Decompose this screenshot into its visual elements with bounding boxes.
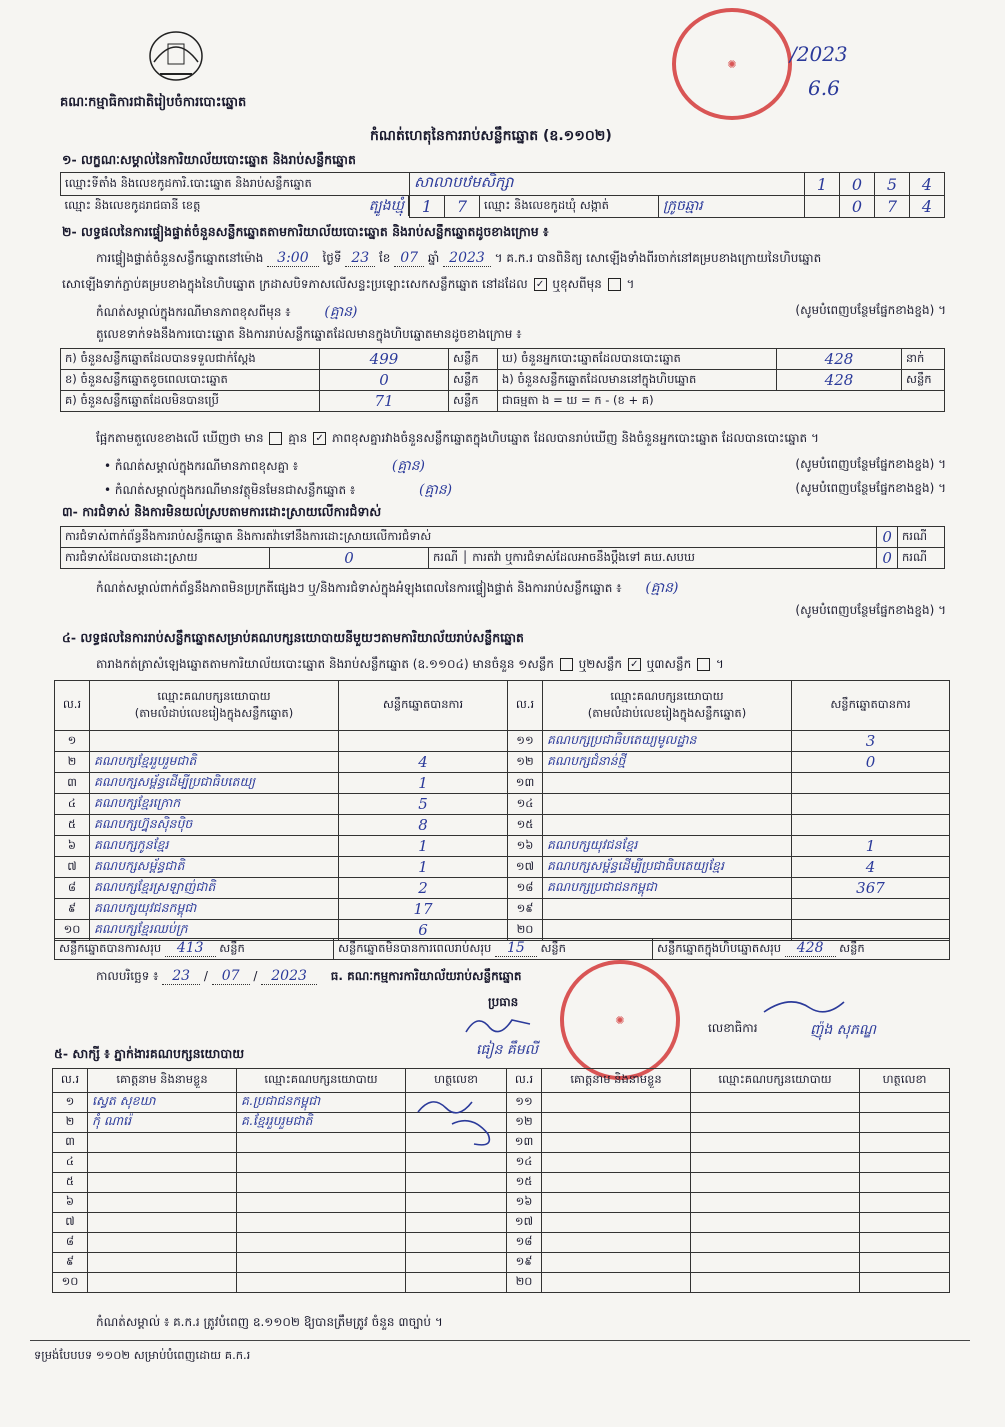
verification-time-label: ការផ្ទៀងផ្ទាត់ចំនួនសន្លឹកឆ្នោតនៅម៉ោង (96, 251, 264, 265)
witness-signature (860, 1253, 950, 1273)
witness-name (542, 1113, 691, 1133)
witness-party: គ.ប្រជាជនកម្ពុជា (237, 1093, 406, 1113)
unit-label: សន្លឹក (902, 370, 945, 391)
row-number: ១ (55, 731, 90, 752)
note-2-label: កំណត់សម្គាល់ក្នុងករណីមានភាពខុសគ្នា ៖ (114, 459, 299, 473)
witness-signature (860, 1233, 950, 1253)
witness-party (237, 1273, 406, 1293)
unused-ballots-label: គ) ចំនួនសន្លឹកឆ្នោតដែលមិនបានប្រើ (61, 391, 320, 412)
col-no-header: ល.រ (508, 681, 543, 731)
party-votes: 4 (339, 752, 508, 773)
verification-text: ។ គ.ក.រ បានពិនិត្យ សោឡើងទាំងពីរចាក់នៅគម្របខាងក្រោយនៃហិបឆ្នោត (494, 251, 822, 265)
total-valid-label: សន្លឹកឆ្នោតបានការសរុប (59, 941, 162, 955)
commune-value: ក្រូចឆ្មារ (659, 196, 805, 218)
col-party-header: ឈ្មោះគណបក្សនយោបាយ (237, 1069, 406, 1093)
row-number: ៤ (53, 1153, 88, 1173)
row-number: ៨ (53, 1233, 88, 1253)
party-votes: 2 (339, 878, 508, 899)
changed-label: ឬខុសពីមុន (552, 277, 602, 291)
unchanged-checkbox[interactable]: ✓ (534, 278, 547, 291)
row-number: ៣ (53, 1133, 88, 1153)
party-result-row (55, 773, 950, 794)
col-sign-header: ហត្ថលេខា (860, 1069, 950, 1093)
row-number: ១៤ (507, 1153, 542, 1173)
row-number: ៣ (55, 773, 90, 794)
witness-party (237, 1173, 406, 1193)
form-title: កំណត់ហេតុនៃការរាប់សន្លឹកឆ្នោត (ឧ.១១០២) (370, 128, 612, 144)
row-number: ៦ (53, 1193, 88, 1213)
figures-intro: តួលេខទាក់ទងនឹងការបោះឆ្នោត និងការរាប់សន្លឹកឆ្នោតដែលមានក្នុងហិបឆ្នោតមានដូចខាងក្រោម ៖ (96, 327, 522, 341)
party-result-row (55, 731, 950, 752)
spoiled-ballots-value: 0 (320, 370, 449, 391)
party-votes: 17 (339, 899, 508, 920)
row-number: ១៥ (508, 815, 543, 836)
note-1-value: (គ្មាន) (324, 304, 358, 320)
year-label: ឆ្នាំ (427, 251, 440, 265)
witness-signature-icon (412, 1094, 502, 1152)
day-label: ថ្ងៃទី (322, 251, 342, 265)
col-votes-header: សន្លឹកឆ្នោតបានការ (339, 681, 508, 731)
polling-station-value: សាលាបឋមសិក្សា (410, 173, 805, 196)
party-result-row (55, 899, 950, 920)
party-name: គណបក្សយុវជនខ្មែរ (543, 836, 792, 857)
witness-row (53, 1213, 950, 1233)
fill-hint: (សូមបំពេញបន្ថែមផ្នែកខាងខ្នង) ។ (795, 603, 946, 617)
note-3-value: (គ្មាន) (418, 482, 453, 498)
witness-name (88, 1133, 237, 1153)
witness-row (53, 1173, 950, 1193)
party-votes (792, 815, 950, 836)
witness-signature (406, 1173, 507, 1193)
party-votes: 1 (339, 857, 508, 878)
secretary-name: ញ៉ុង សុភណ្ឌ (810, 1022, 876, 1038)
party-name (543, 899, 792, 920)
col-party-title: ឈ្មោះគណបក្សនយោបាយ (610, 688, 724, 703)
appeal-cell: ករណី │ ការតវ៉ា ឬការជំទាស់ដែលអាចនឹងប្ដឹងទៅ គឃ.សបឃ (429, 548, 877, 569)
party-name: គណបក្សខ្មែរឈប់ក្រ (90, 920, 339, 941)
party-result-row (55, 878, 950, 899)
row-number: ៧ (53, 1213, 88, 1233)
party-votes: 1 (339, 773, 508, 794)
witness-party (691, 1233, 860, 1253)
section-2-heading: ២- លទ្ធផលនៃការផ្ទៀងផ្ទាត់ចំនួនសន្លឹកឆ្នោតតាមការិយាល័យបោះឆ្នោត និងរាប់សន្លឹកឆ្នោតដូចខាងក្រោម ៖ (62, 224, 549, 239)
difference-text: ភាពខុសគ្នារវាងចំនួនសន្លឹកឆ្នោតក្នុងហិបឆ្នោត ដែលបានរាប់ឃើញ និងចំនួនអ្នកបោះឆ្នោត ដែលបានបោះឆ្នោត ។ (331, 431, 819, 445)
total-invalid-value: 15 (495, 940, 537, 957)
row-number: ៤ (55, 794, 90, 815)
col-no-header: ល.រ (55, 681, 90, 731)
total-box-value: 428 (785, 940, 836, 957)
difference-label: ផ្អែកតាមតួលេខខាងលើ ឃើញថា មាន (96, 431, 264, 445)
polling-station-label: ឈ្មោះទីតាំង និងលេខកូដការិ.បោះឆ្នោត និងរាប់សន្លឹកឆ្នោត (61, 173, 410, 196)
station-code-digit: 5 (875, 173, 910, 196)
row-number: ១៥ (507, 1173, 542, 1193)
party-name (543, 773, 792, 794)
seal-line: សោឡើងទាក់ភ្ជាប់គម្របខាងក្នុងនៃហិបឆ្នោត ក្រដាសបិទភាសលើសន្ទះប្រឡោះសេកសន្លឹកឆ្នោត នៅដដែល ✓ ឬខុសពីមុន ។ (62, 277, 635, 291)
witness-name (88, 1193, 237, 1213)
party-name: គណបក្សយុវជនកម្ពុជា (90, 899, 339, 920)
witness-signature (860, 1113, 950, 1133)
section-1-table (60, 172, 945, 218)
witness-name (542, 1273, 691, 1293)
official-stamp-bottom: ✺ (560, 960, 680, 1080)
witness-name (88, 1173, 237, 1193)
province-code-digit: 1 (410, 196, 445, 218)
unit-label: សន្លឹក (449, 349, 498, 370)
party-result-row (55, 794, 950, 815)
party-name (543, 794, 792, 815)
col-party-header: ឈ្មោះគណបក្សនយោបាយ (691, 1069, 860, 1093)
row-number: ៩ (55, 899, 90, 920)
three-sheet-label: ឬ៣សន្លឹក (646, 657, 692, 671)
ballots-in-box-label: ង) ចំនួនសន្លឹកឆ្នោតដែលមាននៅក្នុងហិបឆ្នោត (498, 370, 777, 391)
witness-name (88, 1213, 237, 1233)
col-party-header (90, 681, 339, 731)
row-number: ៥ (55, 815, 90, 836)
witness-party (691, 1193, 860, 1213)
party-votes: 0 (792, 752, 950, 773)
witness-name (542, 1133, 691, 1153)
party-name: គណបក្សខ្មែរស្រឡាញ់ជាតិ (90, 878, 339, 899)
month-label: ខែ (378, 251, 391, 265)
witness-name (88, 1253, 237, 1273)
witness-party (237, 1153, 406, 1173)
two-sheet-label: ឬ២សន្លឹក (578, 657, 623, 671)
witness-party (237, 1193, 406, 1213)
station-code-digit: 4 (910, 173, 945, 196)
party-result-row (55, 857, 950, 878)
ballots-in-box-value: 428 (777, 370, 902, 391)
col-party-header (543, 681, 792, 731)
figures-table (60, 348, 945, 412)
party-votes: 367 (792, 878, 950, 899)
witness-row (53, 1273, 950, 1293)
row-number: ៦ (55, 836, 90, 857)
unit-label: សន្លឹក (449, 391, 498, 412)
secretary-signature-icon (760, 994, 850, 1022)
appeal-value: 0 (877, 548, 898, 569)
verification-line (96, 250, 946, 268)
witness-name (88, 1273, 237, 1293)
party-name: គណបក្សប្រជាជនកម្ពុជា (543, 878, 792, 899)
irregularity-label: កំណត់សម្គាល់ពាក់ព័ន្ធនឹងភាពមិនប្រក្រតីផ្សេងៗ ឬ/និងការជំទាស់ក្នុងអំឡុងពេលនៃការផ្ទៀងផ្ទាត់ និងការរាប់សន្លឹកឆ្នោត ៖ (96, 581, 622, 595)
president-signature-icon (460, 1010, 540, 1040)
stamp-handwritten-date: /2023 (790, 42, 848, 66)
witness-name (542, 1253, 691, 1273)
row-number: ១០ (55, 920, 90, 941)
witness-name (542, 1173, 691, 1193)
party-votes: 1 (339, 836, 508, 857)
witness-signature (406, 1213, 507, 1233)
party-name: គណបក្សសម្ព័ន្ធជាតិ (90, 857, 339, 878)
footer-note: កំណត់សម្គាល់ ៖ គ.ក.រ ត្រូវបំពេញ ឧ.១១០២ ឱ្យបានត្រឹមត្រូវ ចំនួន ៣ច្បាប់ ។ (96, 1315, 443, 1329)
row-number: ១៨ (508, 878, 543, 899)
resolved-label: ការជំទាស់ដែលបានដោះស្រាយ (61, 548, 270, 569)
witness-signature (860, 1213, 950, 1233)
voters-value: 428 (777, 349, 902, 370)
row-number: ១០ (53, 1273, 88, 1293)
tally-sheet-line: តារាងកត់ត្រាសំឡេងឆ្នោតតាមការិយាល័យបោះឆ្នោត និងរាប់សន្លឹកឆ្នោត (ឧ.១១០៤) មានចំនួន ១សន្លឹក ឬ២សន្លឹក ✓ ឬ៣សន្លឹក ។ (96, 657, 724, 671)
row-number: ៨ (55, 878, 90, 899)
witness-name (88, 1233, 237, 1253)
party-name: គណបក្សខ្មែរក្រោក (90, 794, 339, 815)
date-year: 2023 (261, 968, 317, 985)
difference-yes-checkbox[interactable] (269, 432, 282, 445)
complaints-label: ការជំទាស់ពាក់ព័ន្ធនឹងការរាប់សន្លឹកឆ្នោត និងការតវ៉ាទៅនឹងការដោះស្រាយលើការជំទាស់ (61, 527, 877, 548)
official-stamp-top: ✺ (672, 8, 792, 120)
row-number: ១៣ (507, 1133, 542, 1153)
note-2: • កំណត់សម្គាល់ក្នុងករណីមានភាពខុសគ្នា ៖ (គ្មាន) (សូមបំពេញបន្ថែមផ្នែកខាងខ្នង) ។ (104, 457, 946, 474)
org-name: គណៈកម្មាធិការជាតិរៀបចំការបោះឆ្នោត (60, 95, 247, 110)
province-value: ត្បូងឃ្មុំ (368, 197, 404, 214)
witness-signature (406, 1233, 507, 1253)
witness-signature (406, 1273, 507, 1293)
row-number: ១១ (508, 731, 543, 752)
witness-signature (406, 1193, 507, 1213)
row-number: ១ (53, 1093, 88, 1113)
col-party-subtitle: (តាមលំដាប់លេខរៀងក្នុងសន្លឹកឆ្នោត) (587, 705, 747, 720)
witness-row (53, 1253, 950, 1273)
witness-party (691, 1133, 860, 1153)
witness-signature (860, 1093, 950, 1113)
witness-party (691, 1253, 860, 1273)
verification-month: 07 (394, 250, 424, 267)
footer-divider (30, 1340, 970, 1341)
party-name: គណបក្សកូនខ្មែរ (90, 836, 339, 857)
unit-label: សន្លឹក (839, 941, 865, 955)
party-votes (792, 773, 950, 794)
received-ballots-value: 499 (320, 349, 449, 370)
form-reference: ទម្រង់បែបបទ ១១០២ សម្រាប់បំពេញដោយ គ.ក.រ (34, 1348, 251, 1362)
total-valid-value: 413 (165, 940, 216, 957)
party-votes: 4 (792, 857, 950, 878)
witness-name: ស្វេត សុខឃា (88, 1093, 237, 1113)
witness-signature (860, 1133, 950, 1153)
fill-hint: (សូមបំពេញបន្ថែមផ្នែកខាងខ្នង) ។ (795, 457, 946, 471)
row-number: ១៩ (507, 1253, 542, 1273)
party-votes: 6 (339, 920, 508, 941)
witness-signature (860, 1153, 950, 1173)
row-number: ១២ (508, 752, 543, 773)
row-number: ១៧ (508, 857, 543, 878)
party-name: គណបក្សប្រជាធិបតេយ្យមូលដ្ឋាន (543, 731, 792, 752)
irregularity-note (96, 578, 946, 599)
witness-name (542, 1233, 691, 1253)
commune-code-digit: 0 (840, 196, 875, 218)
witness-signature (860, 1173, 950, 1193)
witness-row (53, 1153, 950, 1173)
unused-ballots-value: 71 (320, 391, 449, 412)
section-5-heading: ៥- សាក្សី ៖ ភ្នាក់ងារគណបក្សនយោបាយ (54, 1046, 245, 1061)
col-party-title: ឈ្មោះគណបក្សនយោបាយ (157, 688, 271, 703)
verification-day: 23 (345, 250, 375, 267)
party-result-row (55, 815, 950, 836)
col-name-header: គោត្តនាម និងនាមខ្លួន (88, 1069, 237, 1093)
case-unit: ករណី (898, 527, 945, 548)
totals-table (54, 938, 950, 960)
difference-line (96, 430, 946, 448)
party-name (543, 815, 792, 836)
row-number: ២ (55, 752, 90, 773)
verification-year: 2023 (443, 250, 491, 267)
party-votes: 3 (792, 731, 950, 752)
witness-party (237, 1213, 406, 1233)
two-sheet-checkbox[interactable]: ✓ (628, 658, 641, 671)
row-number: ២០ (508, 920, 543, 941)
case-unit: ករណី (898, 548, 945, 569)
party-votes: 5 (339, 794, 508, 815)
witness-party: គ.ខ្មែររួបរួមជាតិ (237, 1113, 406, 1133)
party-result-row (55, 752, 950, 773)
secretary-label: លេខាធិការ (708, 1021, 758, 1035)
party-votes (792, 794, 950, 815)
witness-party (691, 1153, 860, 1173)
party-name: គណបក្សខ្មែររួបរួមជាតិ (90, 752, 339, 773)
fill-hint: (សូមបំពេញបន្ថែមផ្នែកខាងខ្នង) ។ (795, 481, 946, 495)
date-day: 23 (162, 968, 200, 985)
section-3-heading: ៣- ការជំទាស់ និងការមិនយល់ស្របតាមការដោះស្រាយលើការជំទាស់ (62, 504, 382, 519)
case-unit: ករណី (433, 549, 458, 564)
witness-row (53, 1193, 950, 1213)
row-number: ១៩ (508, 899, 543, 920)
witness-party (237, 1233, 406, 1253)
note-2-value: (គ្មាន) (391, 458, 425, 474)
witness-name (542, 1093, 691, 1113)
party-votes: 8 (339, 815, 508, 836)
committee-label: ធ. គណៈកម្មការការិយាល័យរាប់សន្លឹកឆ្នោត (330, 969, 522, 983)
note-3: • កំណត់សម្គាល់ក្នុងករណីមានវត្ថុមិនមែនជាសន្លឹកឆ្នោត ៖ (គ្មាន) (សូមបំពេញបន្ថែមផ្នែកខាងខ្នង) ។ (104, 481, 946, 498)
verification-time: 3:00 (267, 250, 318, 267)
commune-code-digit: 7 (875, 196, 910, 218)
witness-party (237, 1253, 406, 1273)
changed-checkbox[interactable] (608, 278, 621, 291)
three-sheet-checkbox[interactable] (697, 658, 710, 671)
witness-name (542, 1193, 691, 1213)
party-votes: 1 (792, 836, 950, 857)
party-name: គណបក្សជំនាន់ថ្មី (543, 752, 792, 773)
resolved-value: 0 (270, 548, 429, 569)
difference-none-label: គ្មាន (288, 431, 308, 445)
row-number: ១៦ (507, 1193, 542, 1213)
complaints-table (60, 526, 945, 569)
party-result-row (55, 836, 950, 857)
col-name-header: គោត្តនាម និងនាមខ្លួន (542, 1069, 691, 1093)
province-label: ឈ្មោះ និងលេខកូដរាជធានី ខេត្ត (64, 197, 201, 212)
date-month: 07 (212, 968, 250, 985)
commune-code-digit: 4 (910, 196, 945, 218)
formula: ជាធម្មតា ង = ឃ = ក - (ខ + គ) (498, 391, 945, 412)
witness-name (88, 1153, 237, 1173)
witness-party (691, 1213, 860, 1233)
unit-label: សន្លឹក (449, 370, 498, 391)
witness-signature (860, 1193, 950, 1213)
row-number: ២ (53, 1113, 88, 1133)
witness-signature (406, 1153, 507, 1173)
party-name: គណបក្សសម្ព័ន្ធដើម្បីប្រជាធិបតេយ្យខ្មែរ (543, 857, 792, 878)
witness-party (691, 1273, 860, 1293)
col-sign-header: ហត្ថលេខា (406, 1069, 507, 1093)
fill-hint: (សូមបំពេញបន្ថែមផ្នែកខាងខ្នង) ។ (795, 303, 946, 317)
witness-name (542, 1213, 691, 1233)
total-invalid-label: សន្លឹកឆ្នោតមិនបានការពេលរាប់សរុប (338, 941, 492, 955)
witness-name (542, 1153, 691, 1173)
col-votes-header: សន្លឹកឆ្នោតបានការ (792, 681, 950, 731)
total-box-label: សន្លឹកឆ្នោតក្នុងហិបឆ្នោតសរុប (657, 941, 782, 955)
one-sheet-checkbox[interactable] (560, 658, 573, 671)
row-number: ២០ (507, 1273, 542, 1293)
appeal-label: ការតវ៉ា ឬការជំទាស់ដែលអាចនឹងប្ដឹងទៅ គឃ.សបឃ (472, 549, 695, 564)
note-3-label: កំណត់សម្គាល់ក្នុងករណីមានវត្ថុមិនមែនជាសន្លឹកឆ្នោត ៖ (114, 483, 356, 497)
party-name (90, 731, 339, 752)
note-1-label: កំណត់សម្គាល់ក្នុងករណីមានភាពខុសពីមុន ៖ (96, 305, 291, 319)
station-code-digit: 1 (805, 173, 840, 196)
row-number: ១១ (507, 1093, 542, 1113)
row-number: ១២ (507, 1113, 542, 1133)
party-results-table (54, 680, 950, 941)
party-votes (339, 731, 508, 752)
row-number: ៧ (55, 857, 90, 878)
witness-party (691, 1093, 860, 1113)
voters-label: ឃ) ចំនួនអ្នកបោះឆ្នោតដែលបានបោះឆ្នោត (498, 349, 777, 370)
witness-name: កុំ ណារ៉េ (88, 1113, 237, 1133)
witness-party (691, 1113, 860, 1133)
difference-none-checkbox[interactable]: ✓ (313, 432, 326, 445)
witness-signature (406, 1253, 507, 1273)
unit-label: នាក់ (902, 349, 945, 370)
col-no-header: ល.រ (507, 1069, 542, 1093)
row-number: ១៦ (508, 836, 543, 857)
commune-label: ឈ្មោះ និងលេខកូដឃុំ សង្កាត់ (480, 196, 659, 218)
president-name: ធៀន គឹមលី (476, 1042, 538, 1058)
party-name: គណបក្សសម្ព័ន្ធដើម្បីប្រជាធិបតេយ្យ (90, 773, 339, 794)
signing-date-line: កាលបរិច្ឆេទ ៖ 23 / 07 / 2023 ធ. គណៈកម្មការការិយាល័យរាប់សន្លឹកឆ្នោត (96, 968, 522, 984)
spoiled-ballots-label: ខ) ចំនួនសន្លឹកឆ្នោតខូចពេលបោះឆ្នោត (61, 370, 320, 391)
tally-sheet-label: តារាងកត់ត្រាសំឡេងឆ្នោតតាមការិយាល័យបោះឆ្នោត និងរាប់សន្លឹកឆ្នោត (ឧ.១១០៤) មានចំនួន ១សន្លឹក (96, 657, 554, 671)
unit-label: សន្លឹក (219, 941, 245, 955)
col-no-header: ល.រ (53, 1069, 88, 1093)
section-4-heading: ៤- លទ្ធផលនៃការរាប់សន្លឹកឆ្នោតសម្រាប់គណបក្សនយោបាយនីមួយៗតាមការិយាល័យរាប់សន្លឹកឆ្នោត (62, 630, 524, 645)
row-number: ១៤ (508, 794, 543, 815)
unit-label: សន្លឹក (540, 941, 566, 955)
stamp-handwritten-note: 6.6 (808, 76, 840, 100)
province-code-digit: 7 (445, 196, 480, 218)
witness-party (237, 1133, 406, 1153)
seal-text: សោឡើងទាក់ភ្ជាប់គម្របខាងក្នុងនៃហិបឆ្នោត ក្រដាសបិទភាសលើសន្ទះប្រឡោះសេកសន្លឹកឆ្នោត នៅដដែល (62, 277, 528, 291)
row-number: ១៣ (508, 773, 543, 794)
section-1-heading: ១- លក្ខណៈសម្គាល់នៃការិយាល័យបោះឆ្នោត និងរាប់សន្លឹកឆ្នោត (62, 152, 356, 167)
witness-signature (860, 1273, 950, 1293)
row-number: ១៨ (507, 1233, 542, 1253)
date-label: កាលបរិច្ឆេទ ៖ (96, 969, 159, 983)
party-votes (792, 899, 950, 920)
witness-party (691, 1173, 860, 1193)
nec-emblem-icon (140, 22, 212, 84)
witness-row (53, 1233, 950, 1253)
col-party-subtitle: (តាមលំដាប់លេខរៀងក្នុងសន្លឹកឆ្នោត) (134, 705, 294, 720)
president-label: ប្រធាន (488, 995, 519, 1009)
row-number: ៩ (53, 1253, 88, 1273)
complaints-value: 0 (877, 527, 898, 548)
station-code-digit: 0 (840, 173, 875, 196)
row-number: ៥ (53, 1173, 88, 1193)
received-ballots-label: ក) ចំនួនសន្លឹកឆ្នោតដែលបានទទួលជាក់ស្ដែង (61, 349, 320, 370)
irregularity-value: (គ្មាន) (645, 580, 679, 596)
party-name: គណបក្សហ្វ៊ុនស៊ិនប៉ិច (90, 815, 339, 836)
row-number: ១៧ (507, 1213, 542, 1233)
note-1 (96, 302, 946, 323)
